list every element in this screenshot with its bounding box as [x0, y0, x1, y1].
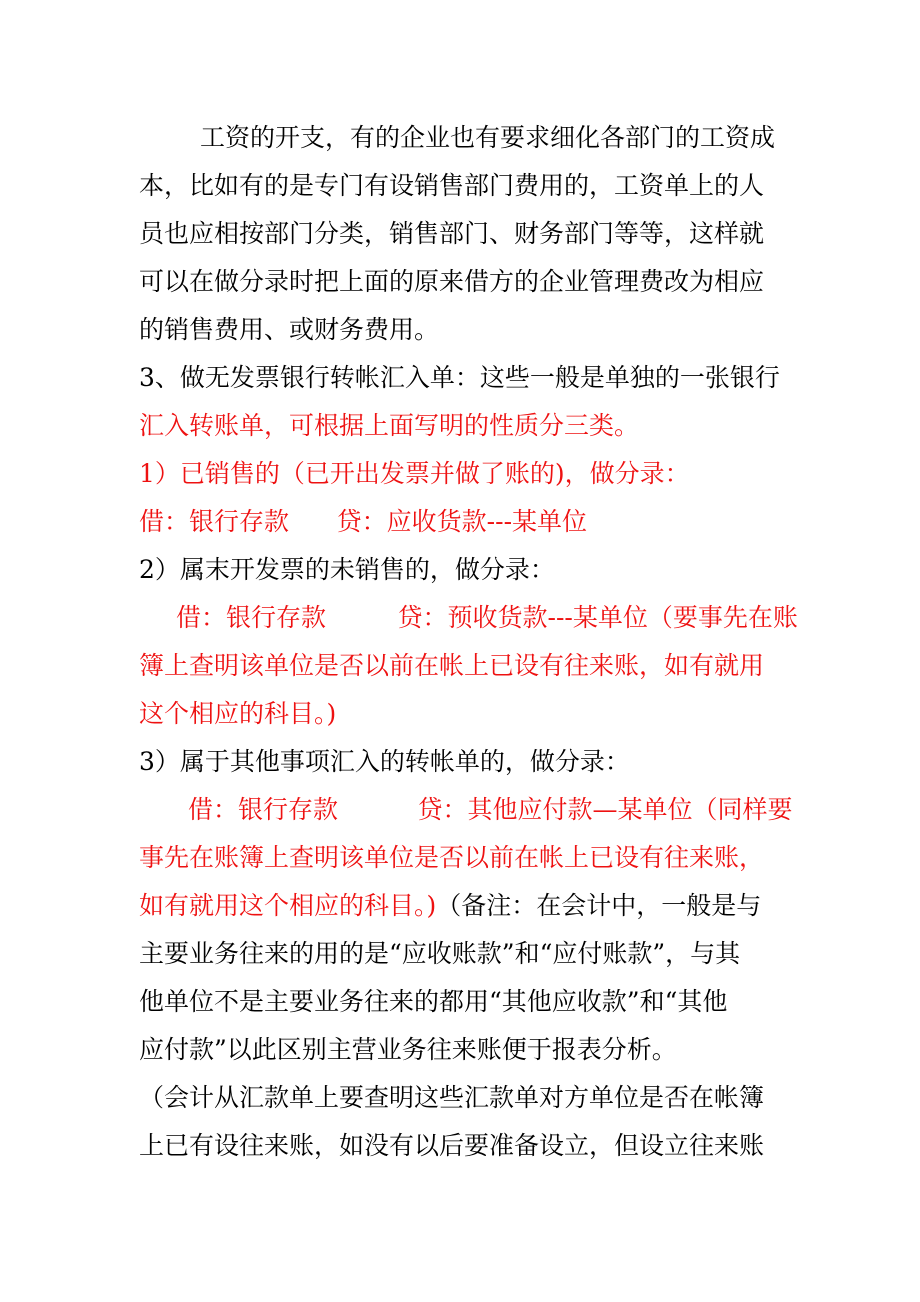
text-line: 主要业务往来的用的是“应收账款”和“应付账款”，与其: [139, 939, 741, 968]
text-line: 上已有设往来账，如没有以后要准备设立，但设立往来账: [139, 1131, 765, 1160]
text-line: 他单位不是主要业务往来的都用“其他应收款”和“其他: [139, 987, 728, 1016]
text-line: 这个相应的科目。): [139, 699, 337, 728]
text-line: 汇入转账单，可根据上面写明的性质分三类。: [139, 411, 640, 440]
text-line: 借：银行存款 贷：预收货款---某单位（要事先在账: [176, 603, 798, 632]
text-line: 3、做无发票银行转帐汇入单：这些一般是单独的一张银行: [139, 363, 780, 392]
text-line: 工资的开支，有的企业也有要求细化各部门的工资成: [200, 123, 776, 152]
text-line: 应付款”以此区别主营业务往来账便于报表分析。: [139, 1035, 677, 1064]
text-line: 可以在做分录时把上面的原来借方的企业管理费改为相应: [139, 267, 765, 296]
text-line: 2）属末开发票的未销售的，做分录：: [139, 555, 555, 584]
text-line: 簿上查明该单位是否以前在帐上已设有往来账，如有就用: [139, 651, 765, 680]
text-line: 本，比如有的是专门有设销售部门费用的，工资单上的人: [139, 171, 765, 200]
text-line: 1）已销售的（已开出发票并做了账的)，做分录：: [139, 459, 690, 488]
text-line: 借：银行存款 贷：应收货款---某单位: [139, 507, 588, 536]
text-line: 借：银行存款 贷：其他应付款—某单位（同样要: [188, 795, 793, 824]
text-line: 的销售费用、或财务费用。: [139, 315, 440, 344]
text-line: 员也应相按部门分类，销售部门、财务部门等等，这样就: [139, 219, 765, 248]
text-line: 3）属于其他事项汇入的转帐单的，做分录：: [139, 747, 630, 776]
text-line: （会计从汇款单上要查明这些汇款单对方单位是否在帐簿: [139, 1083, 765, 1112]
text-line: 事先在账簿上查明该单位是否以前在帐上已设有往来账，: [139, 843, 765, 872]
text-line: 如有就用这个相应的科目。)（备注：在会计中，一般是与: [139, 891, 762, 920]
